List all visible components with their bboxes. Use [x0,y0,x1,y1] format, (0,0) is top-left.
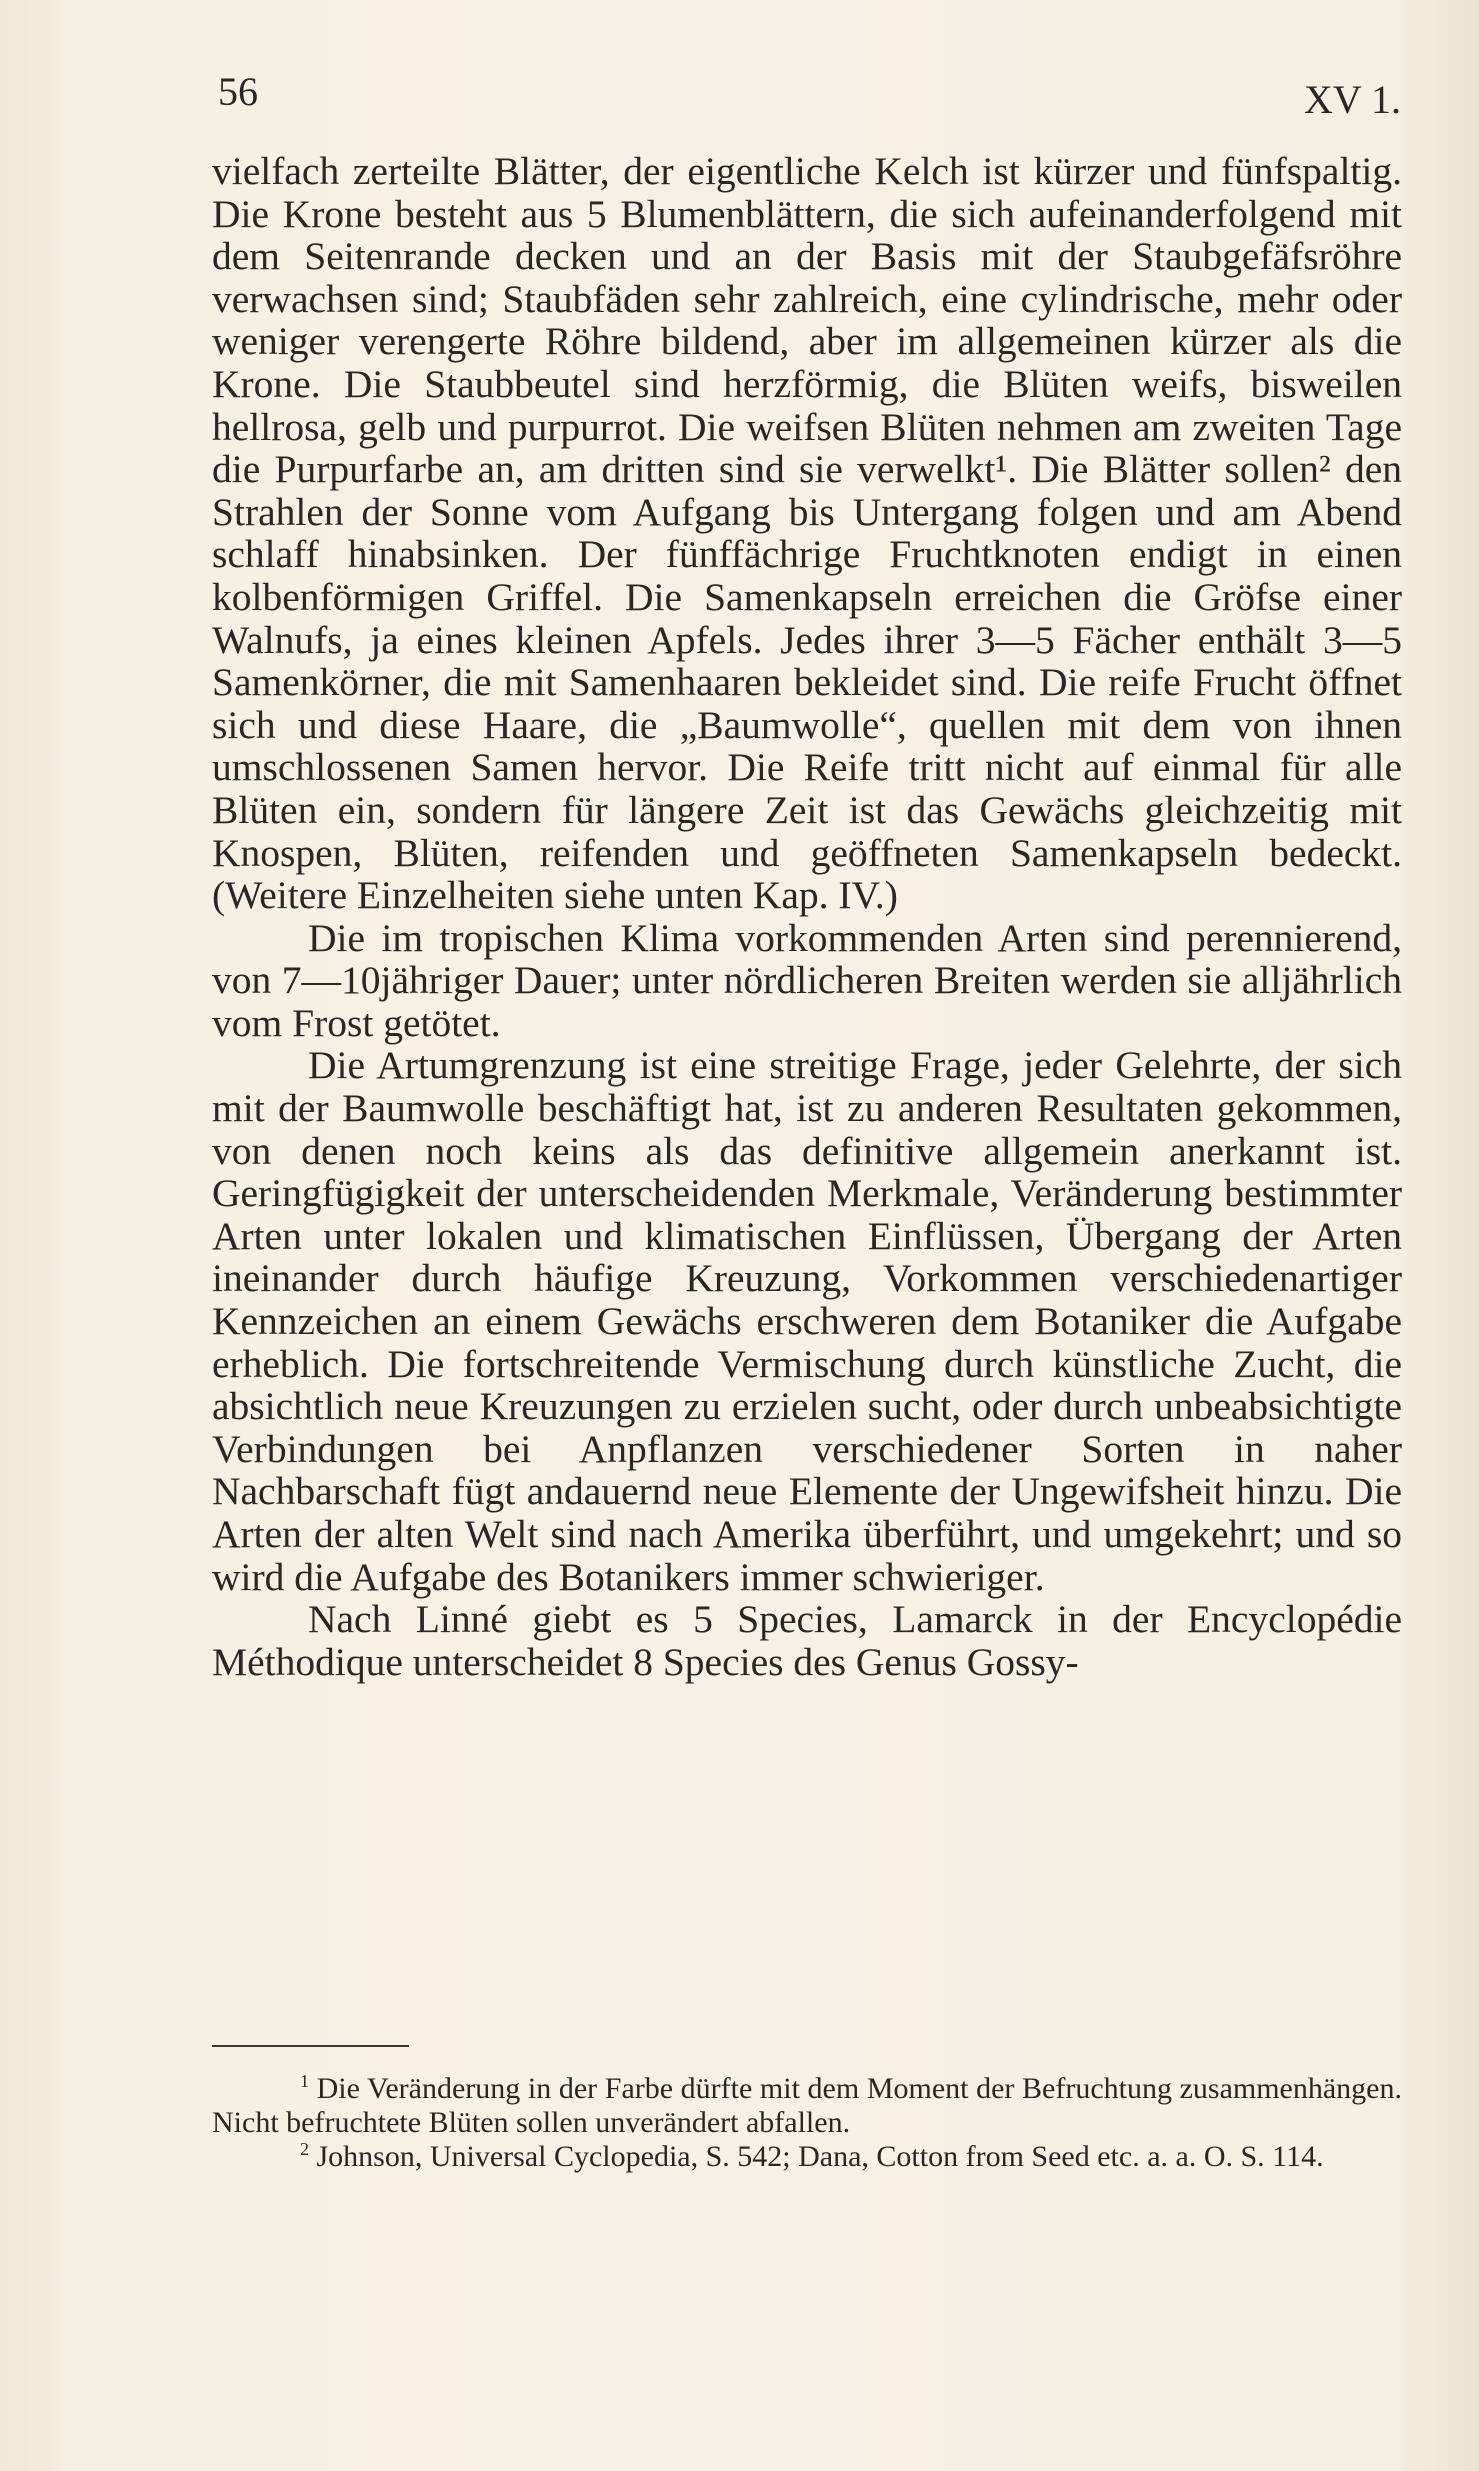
footnote [212,2072,1402,2140]
footnote-text: Die Veränderung in der Farbe dürfte mit dem Moment der Befruchtung zusammenhängen. Nicht befruchtete Blüten sollen unverändert abfallen. [212,2072,1403,2139]
page-number: 56 [218,69,258,114]
footnote-mark: 1 [300,2071,309,2091]
paragraph: Nach Linné giebt es 5 Species, Lamarck in der Encyclopédie Méthodique unterscheidet 8 Species des Genus Gossy- [212,1597,1402,1684]
paragraph: Die Artumgrenzung ist eine streitige Frage, jeder Gelehrte, der sich mit der Baumwolle beschäftigt hat, ist zu anderen Resultaten gekommen, von denen noch keins als das definitive allgemein anerkannt ist. Geringfügigkeit der unterscheidenden Merkmale, Veränderung bestimmter Arten unter lokalen und klimatischen Einflüssen, Übergang der Arten ineinander durch häufige Kreuzung, Vorkommen verschiedenartiger Kennzeichen an einem Gewächs erschweren dem Botaniker die Aufgabe erheblich. Die fortschreitende Vermischung durch künstliche Zucht, die absichtlich neue Kreuzungen zu erzielen sucht, oder durch unbeabsichtigte Verbindungen bei Anpflanzen verschiedener Sorten in naher Nachbarschaft fügt andauernd neue Elemente der Ungewifsheit hinzu. Die Arten der alten Welt sind nach Amerika überführt, und umgekehrt; und so wird die Aufgabe des Botanikers immer schwieriger. [212,1043,1402,1599]
section-marker: XV 1. [1303,77,1401,122]
main-text [212,150,1402,1683]
paragraph: Die im tropischen Klima vorkommenden Arten sind perennierend, von 7—10jähriger Dauer; unter nördlicheren Breiten werden sie alljährlich vom Frost getötet. [212,915,1402,1045]
footnote [212,2140,1402,2174]
paragraph: vielfach zerteilte Blätter, der eigentliche Kelch ist kürzer und fünfspaltig. Die Krone besteht aus 5 Blumenblättern, die sich aufeinanderfolgend mit dem Seitenrande decken und an der Basis mit der Staubgefäfsröhre verwachsen sind; Staubfäden sehr zahlreich, eine cylindrische, mehr oder weniger verengerte Röhre bildend, aber im allgemeinen kürzer als die Krone. Die Staubbeutel sind herzförmig, die Blüten weifs, bisweilen hellrosa, gelb und purpurrot. Die weifsen Blüten nehmen am zweiten Tage die Purpurfarbe an, am dritten sind sie verwelkt¹. Die Blätter sollen² den Strahlen der Sonne vom Aufgang bis Untergang folgen und am Abend schlaff hinabsinken. Der fünffächrige Fruchtknoten endigt in einen kolbenförmigen Griffel. Die Samenkapseln erreichen die Gröfse einer Walnufs, ja eines kleinen Apfels. Jedes ihrer 3—5 Fächer enthält 3—5 Samenkörner, die mit Samenhaaren bekleidet sind. Die reife Frucht öffnet sich und diese Haare, die „Baumwolle“, quellen mit dem von ihnen umschlossenen Samen hervor. Die Reife tritt nicht auf einmal für alle Blüten ein, sondern für längere Zeit ist das Gewächs gleichzeitig mit Knospen, Blüten, reifenden und geöffneten Samenkapseln bedeckt. (Weitere Einzelheiten siehe unten Kap. IV.) [212,149,1402,918]
footnotes [212,2072,1402,2174]
footnote-text: Johnson, Universal Cyclopedia, S. 542; Dana, Cotton from Seed etc. a. a. O. S. 114. [316,2140,1324,2173]
footnote-separator [212,2045,409,2047]
footnote-mark: 2 [300,2139,309,2159]
